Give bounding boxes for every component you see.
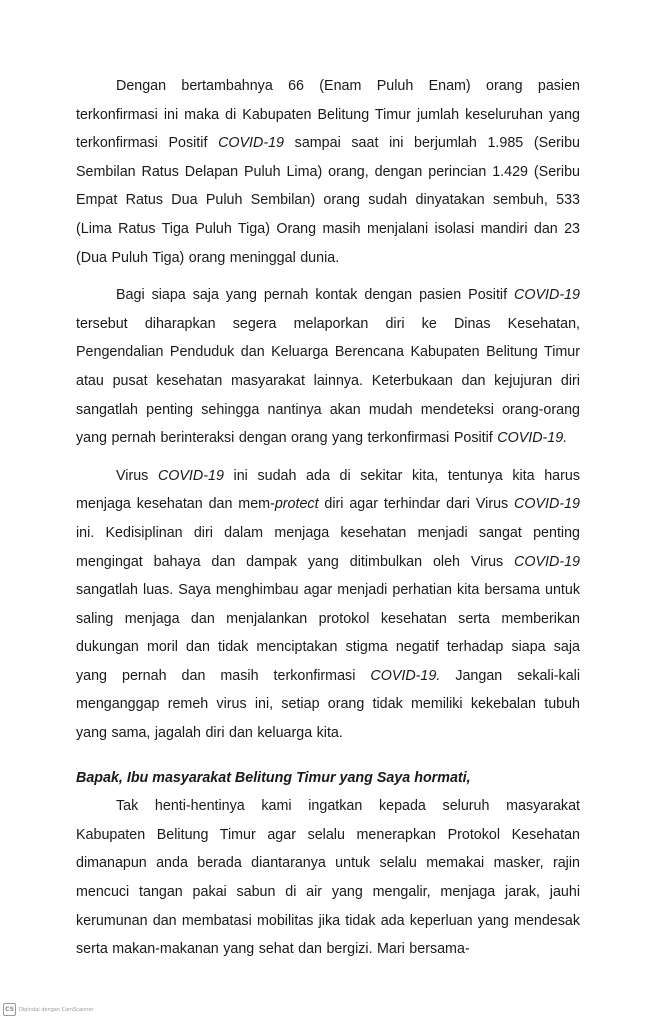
paragraph-protocol-reminder: Tak henti-hentinya kami ingatkan kepada seluruh masyarakat Kabupaten Belitung Timur agar selalu menerapkan Protokol Kesehatan dimanapun anda berada diantaranya untuk selalu memakai masker, rajin mencuci tangan pakai sabun di air yang mengalir, menjaga jarak, jauhi kerumunan dan membatasi mobilitas jika tidak ada keperluan yang mendesak serta makan-makanan yang sehat dan bergizi. Mari bersama- [76,798,580,958]
covid-term: COVID-19 [218,135,285,152]
covid-term: COVID-19 [157,467,224,484]
paragraph-case-summary: Dengan bertambahnya 66 (Enam Puluh Enam) orang pasien terkonfirmasi ini maka di Kabupaten Belitung Timur jumlah keseluruhan yang terkonfirmasi Positif COVID-19 sampai saat ini berjumlah 1.985 (Seribu Sembilan Ratus Delapan Puluh Lima) orang, dengan perincian 1.429 (Seribu Empat Ratus Dua Puluh Sembilan) orang sudah dinyatakan sembuh, 533 (Lima Ratus Tiga Puluh Tiga) Orang masih menjalani isolasi mandiri dan 23 (Dua Puluh Tiga) orang meninggal dunia. [76,78,580,266]
covid-term: COVID-19. [370,667,441,684]
paragraph-health-appeal: Virus COVID-19 ini sudah ada di sekitar kita, tentunya kita harus menjaga kesehatan dan mem-protect diri agar terhindar dari Virus COVID-19 ini. Kedisiplinan diri dalam menjaga kesehatan menjadi sangat penting mengingat bahaya dan dampak yang ditimbulkan oleh Virus COVID-19 sangatlah luas. Saya menghimbau agar menjadi perhatian kita bersama untuk saling menjaga dan menjalankan protokol kesehatan serta memberikan dukungan moril dan tidak menciptakan stigma negatif terhadap siapa saja yang pernah dan masih terkonfirmasi COVID-19. Jangan sekali-kali menganggap remeh virus ini, setiap orang tidak memiliki kekebalan tubuh yang sama, jagalah diri dan keluarga kita. [76,467,580,742]
covid-term: COVID-19 [514,496,580,513]
camscanner-icon: CS [3,1003,16,1016]
covid-term: COVID-19 [514,553,580,570]
salutation-heading: Bapak, Ibu masyarakat Belitung Timur yang Saya hormati, [76,769,471,786]
protect-term: protect [274,496,319,513]
covid-term: COVID-19. [497,430,568,447]
scanner-caption: Dipindai dengan CamScanner [19,1006,94,1013]
scanner-watermark [3,1003,94,1016]
covid-term: COVID-19 [514,287,580,304]
paragraph-contact-report: Bagi siapa saja yang pernah kontak dengan pasien Positif COVID-19 tersebut diharapkan segera melaporkan diri ke Dinas Kesehatan, Pengendalian Penduduk dan Keluarga Berencana Kabupaten Belitung Timur atau pusat kesehatan masyarakat lainnya. Keterbukaan dan kejujuran diri sangatlah penting sehingga nantinya akan mudah mendeteksi orang-orang yang pernah berinteraksi dengan orang yang terkonfirmasi Positif COVID-19. [76,287,580,447]
document-page [76,72,580,964]
